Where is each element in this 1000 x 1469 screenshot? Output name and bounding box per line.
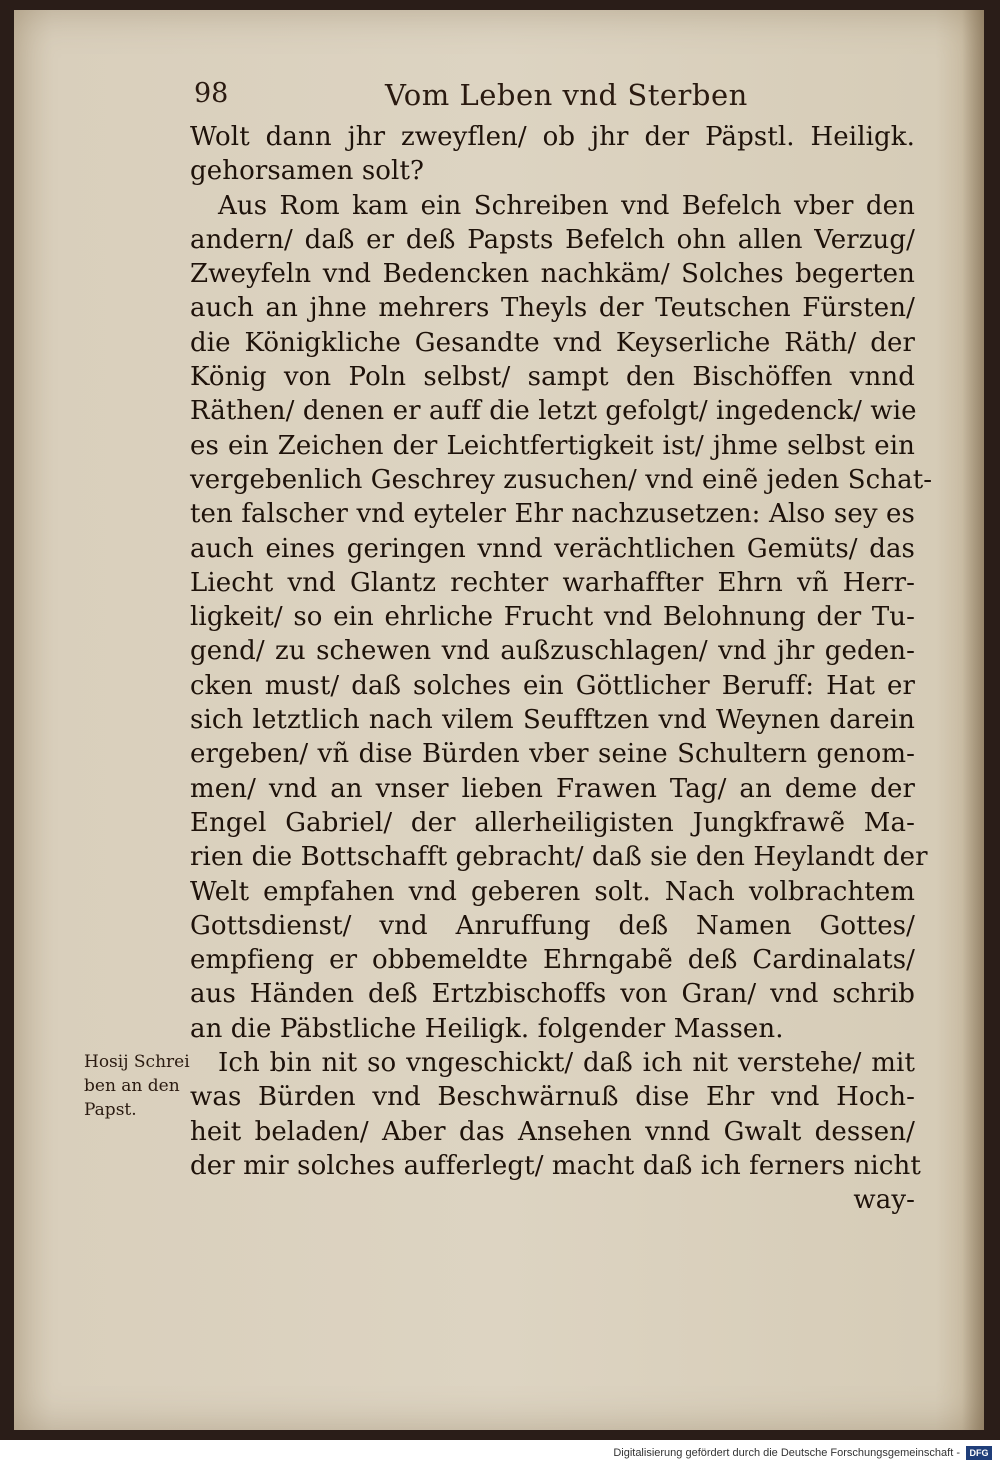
text-line: men/ vnd an vnser lieben Frawen Tag/ an deme der (190, 773, 915, 804)
text-line: aus Händen deß Ertzbischoffs von Gran/ vnd schrib (190, 979, 915, 1010)
text-line: andern/ daß er deß Papsts Befelch ohn allen Verzug/ (190, 224, 915, 255)
catchword: way- (853, 1185, 915, 1216)
text-line: Aus Rom kam ein Schreiben vnd Befelch vber den (218, 190, 915, 221)
margin-note-line: Papst. (84, 1100, 137, 1120)
margin-note (84, 1050, 208, 1122)
text-line: gend/ zu schewen vnd außzuschlagen/ vnd jhr geden- (190, 636, 915, 667)
text-line: Räthen/ denen er auff die letzt gefolgt/ ingedenck/ wie (190, 396, 917, 427)
text-line: es ein Zeichen der Leichtfertigkeit ist/ jhme selbst ein (190, 430, 915, 461)
text-line: ergeben/ vñ dise Bürden vber seine Schultern genom- (190, 739, 915, 770)
margin-note-line: Hosij Schrei (84, 1052, 190, 1072)
text-line: sich letztlich nach vilem Seufftzen vnd Weynen darein (190, 705, 915, 736)
text-line: Liecht vnd Glantz rechter warhaffter Ehrn vñ Herr- (190, 567, 915, 598)
running-title: Vom Leben vnd Sterben (385, 78, 748, 112)
text-line: ligkeit/ so ein ehrliche Frucht vnd Belohnung der Tu- (190, 602, 915, 633)
margin-note-line: ben an den (84, 1076, 180, 1096)
text-line: Engel Gabriel/ der allerheiligisten Jungkfrawẽ Ma- (190, 807, 915, 838)
text-line: ten falscher vnd eyteler Ehr nachzusetzen: Also sey es (190, 499, 915, 530)
text-line: auch eines geringen vnnd verächtlichen Gemüts/ das (190, 533, 915, 564)
footer-bar (0, 1440, 1000, 1469)
text-line: die Königkliche Gesandte vnd Keyserliche Räth/ der (190, 327, 915, 358)
funding-notice: Digitalisierung gefördert durch die Deutsche Forschungsgemeinschaft - (613, 1447, 960, 1459)
text-line: auch an jhne mehrers Theyls der Teutschen Fürsten/ (190, 293, 915, 324)
page-spine-shadow (962, 10, 984, 1430)
text-line: Wolt dann jhr zweyflen/ ob jhr der Päpstl. Heiligk. (190, 122, 915, 152)
text-line: empfieng er obbemeldte Ehrngabẽ deß Cardinalats/ (190, 945, 915, 976)
page-number: 98 (194, 78, 229, 109)
text-line: gehorsamen solt? (190, 156, 425, 187)
dfg-logo-icon: DFG (966, 1446, 992, 1460)
text-line: Zweyfeln vnd Bedencken nachkäm/ Solches begerten (190, 259, 915, 290)
text-line: König von Poln selbst/ sampt den Bischöffen vnnd (190, 362, 915, 393)
text-line: heit beladen/ Aber das Ansehen vnnd Gwalt dessen/ (190, 1116, 915, 1147)
text-line: Gottsdienst/ vnd Anruffung deß Namen Gottes/ (190, 910, 915, 941)
text-line: vergebenlich Geschrey zusuchen/ vnd einẽ jeden Schat- (190, 464, 933, 495)
text-line: Welt empfahen vnd geberen solt. Nach volbrachtem (190, 876, 915, 907)
text-line: der mir solches aufferlegt/ macht daß ich ferners nicht (190, 1150, 921, 1181)
body-text (190, 120, 933, 1218)
text-line: an die Päbstliche Heiligk. folgender Massen. (190, 1013, 784, 1044)
text-line: Ich bin nit so vngeschickt/ daß ich nit verstehe/ mit (218, 1048, 915, 1079)
text-line: rien die Bottschafft gebracht/ daß sie den Heylandt der (190, 842, 928, 873)
page-header (190, 78, 910, 118)
text-line: was Bürden vnd Beschwärnuß dise Ehr vnd Hoch- (190, 1082, 915, 1113)
text-line: cken must/ daß solches ein Göttlicher Beruff: Hat er (190, 670, 915, 701)
